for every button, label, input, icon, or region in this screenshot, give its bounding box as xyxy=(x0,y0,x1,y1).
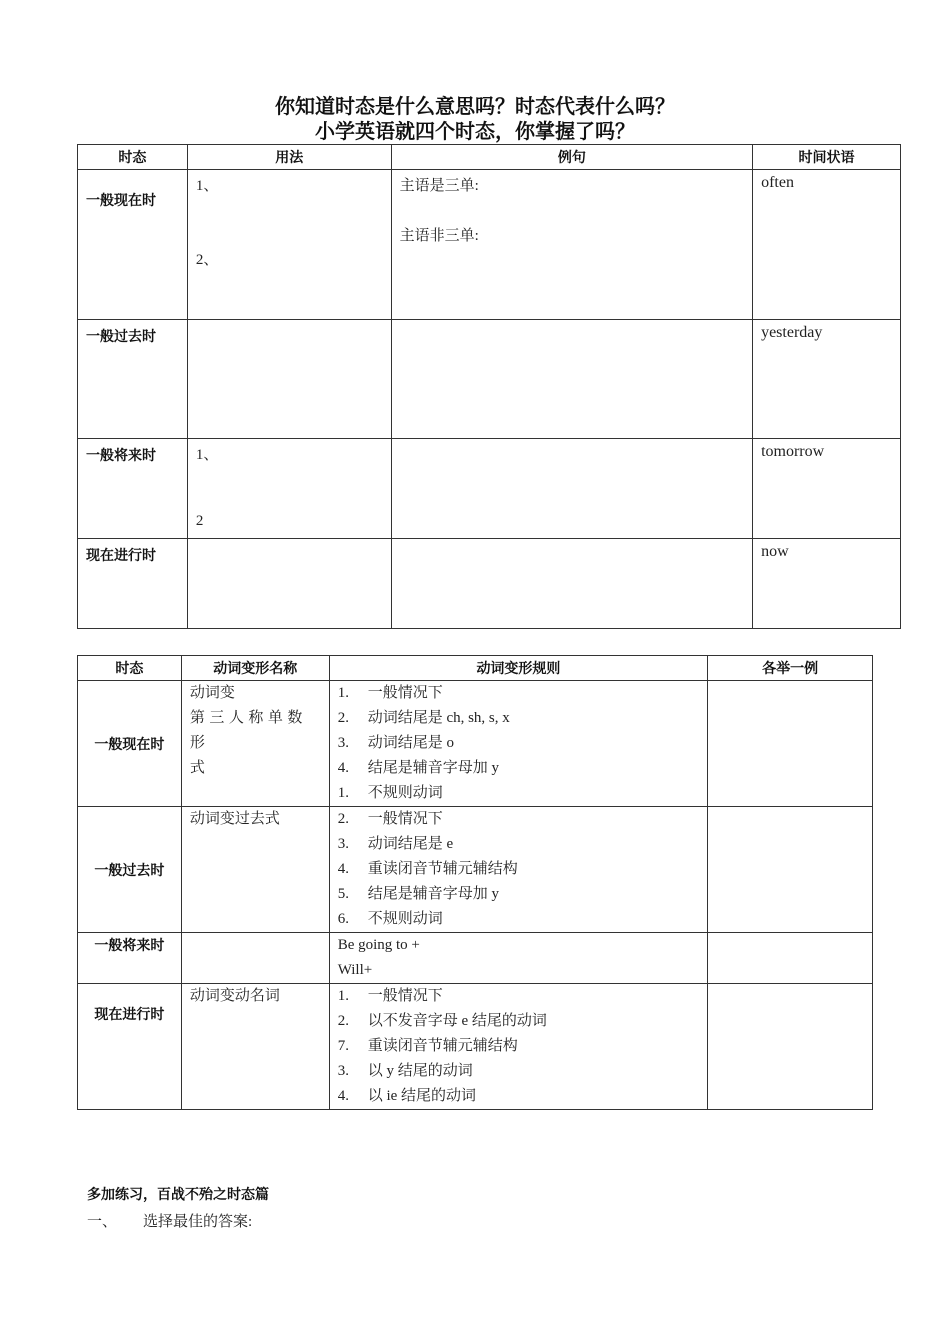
usage-item: 1、 xyxy=(195,178,219,194)
example-cell xyxy=(391,170,752,320)
adverb-cell: yesterday xyxy=(753,320,901,439)
rule-item: 2. 以不发音字母 e 结尾的动词 xyxy=(337,1013,547,1029)
table-row xyxy=(78,933,873,984)
usage-cell xyxy=(187,170,391,320)
adverb-cell: tomorrow xyxy=(753,439,901,539)
verb-form-name-line: 动词变动名词 xyxy=(189,988,280,1004)
usage-item: 2、 xyxy=(195,252,219,268)
usage-item: 2 xyxy=(195,513,204,529)
rules-cell xyxy=(329,681,708,807)
example-cell xyxy=(708,984,873,1110)
practice-heading: 多加练习，百战不殆之时态篇 xyxy=(87,1187,269,1203)
example-cell xyxy=(391,539,752,629)
header-time-adverbial: 时间状语 xyxy=(753,145,901,170)
verb-form-name-line: 式 xyxy=(189,760,205,776)
rules-cell xyxy=(329,933,708,984)
rule-item: 4. 重读闭音节辅元辅结构 xyxy=(337,861,518,877)
tense-label: 现在进行时 xyxy=(78,984,182,1110)
rule-item: 7. 重读闭音节辅元辅结构 xyxy=(337,1038,518,1054)
verb-form-name-cell xyxy=(181,984,329,1110)
rule-item: 3. 动词结尾是 e xyxy=(337,836,454,852)
tense-label: 一般将来时 xyxy=(78,933,182,984)
rule-item: 1. 一般情况下 xyxy=(337,988,443,1004)
practice-item xyxy=(87,1210,252,1231)
verb-form-name-cell xyxy=(181,807,329,933)
rules-cell xyxy=(329,807,708,933)
rule-item: 1. 不规则动词 xyxy=(337,785,443,801)
rule-item: 2. 动词结尾是 ch, sh, s, x xyxy=(337,710,510,726)
rule-item: 2. 一般情况下 xyxy=(337,811,443,827)
table-row xyxy=(78,170,901,320)
table-header-row xyxy=(78,145,901,170)
rule-item: Be going to + xyxy=(337,937,420,953)
rules-cell xyxy=(329,984,708,1110)
example-item: 主语是三单: xyxy=(399,178,479,194)
rule-item: 4. 以 ie 结尾的动词 xyxy=(337,1088,477,1104)
tense-label: 一般将来时 xyxy=(78,439,188,539)
rule-item: 5. 结尾是辅音字母加 y xyxy=(337,886,499,902)
tense-label: 一般过去时 xyxy=(78,320,188,439)
example-cell xyxy=(708,681,873,807)
tense-label: 一般现在时 xyxy=(78,681,182,807)
example-cell xyxy=(391,320,752,439)
verb-form-table xyxy=(77,655,873,1110)
header-examples: 各举一例 xyxy=(708,656,873,681)
header-usage: 用法 xyxy=(187,145,391,170)
table-row xyxy=(78,539,901,629)
tense-label: 一般现在时 xyxy=(78,170,188,320)
table-header-row xyxy=(78,656,873,681)
verb-form-name-cell xyxy=(181,933,329,984)
table-row xyxy=(78,807,873,933)
page-title-line-1: 你知道时态是什么意思吗？时态代表什么吗？ xyxy=(275,94,675,118)
verb-form-name-line: 动词变过去式 xyxy=(189,811,280,827)
table-row xyxy=(78,439,901,539)
rule-item: 3. 以 y 结尾的动词 xyxy=(337,1063,473,1079)
tense-label: 一般过去时 xyxy=(78,807,182,933)
table-row xyxy=(78,984,873,1110)
rule-item: 1. 一般情况下 xyxy=(337,685,443,701)
adverb-cell: often xyxy=(753,170,901,320)
rule-item: Will+ xyxy=(337,962,373,978)
table-row xyxy=(78,320,901,439)
practice-item-text: 选择最佳的答案: xyxy=(143,1214,253,1230)
header-tense: 时态 xyxy=(78,656,182,681)
rule-item: 4. 结尾是辅音字母加 y xyxy=(337,760,499,776)
tense-usage-table xyxy=(77,144,901,629)
header-verb-form-rules: 动词变形规则 xyxy=(329,656,708,681)
example-cell xyxy=(391,439,752,539)
example-cell xyxy=(708,933,873,984)
verb-form-name-cell xyxy=(181,681,329,807)
usage-item: 1、 xyxy=(195,447,219,463)
header-tense: 时态 xyxy=(78,145,188,170)
verb-form-name-line: 第三人称单数形 xyxy=(189,710,307,751)
page-title-line-2: 小学英语就四个时态，你掌握了吗？ xyxy=(315,119,635,143)
example-cell xyxy=(708,807,873,933)
header-verb-form-name: 动词变形名称 xyxy=(181,656,329,681)
verb-form-name-line: 动词变 xyxy=(189,685,235,701)
usage-cell xyxy=(187,539,391,629)
table-row xyxy=(78,681,873,807)
rule-item: 6. 不规则动词 xyxy=(337,911,443,927)
usage-cell xyxy=(187,439,391,539)
tense-label: 现在进行时 xyxy=(78,539,188,629)
example-item: 主语非三单: xyxy=(399,228,479,244)
rule-item: 3. 动词结尾是 o xyxy=(337,735,454,751)
practice-item-number: 一、 xyxy=(87,1214,118,1230)
usage-cell xyxy=(187,320,391,439)
header-example: 例句 xyxy=(391,145,752,170)
adverb-cell: now xyxy=(753,539,901,629)
